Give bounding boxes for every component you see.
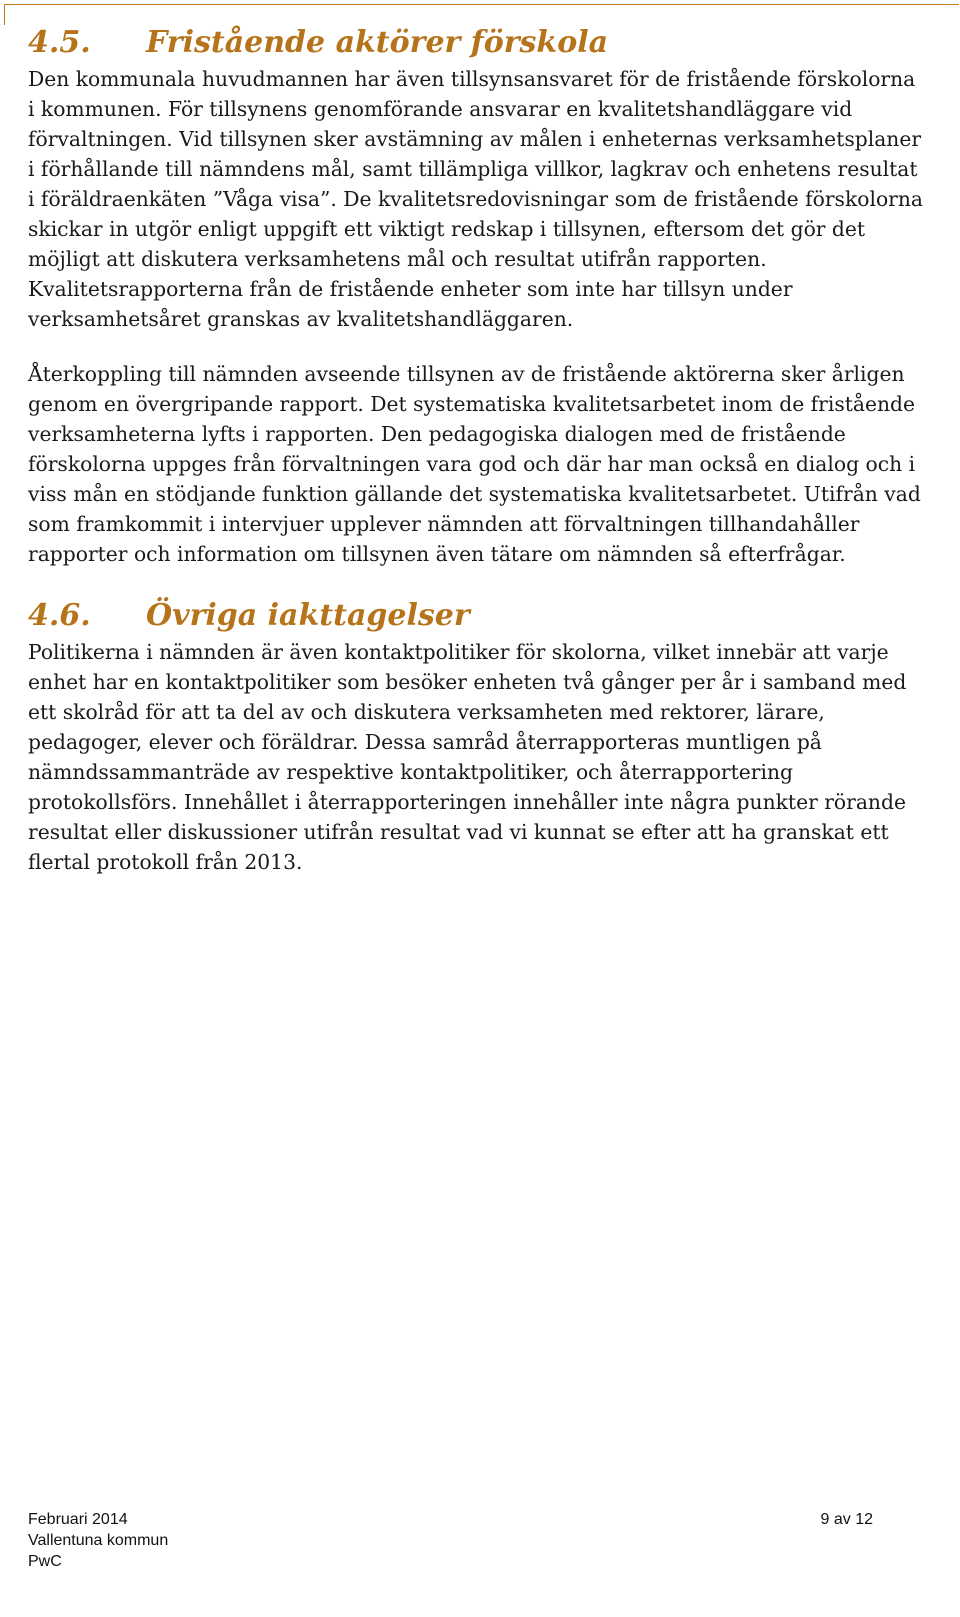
footer-date: Februari 2014 bbox=[28, 1511, 128, 1528]
section-number: 4.5. bbox=[28, 25, 91, 60]
section-heading-4-5 bbox=[28, 22, 928, 64]
footer-company: PwC bbox=[28, 1553, 62, 1570]
paragraph-aterkoppling: Återkoppling till nämnden avseende tillsynen av de fristående aktörerna sker årligen genom en övergripande rapport. Det systematiska kvalitetsarbetet inom de fristående verksamheterna lyfts i rapporten. Den pedagogiska dialogen med de fristående förskolorna uppges från förvaltningen vara god och där har man också en dialog och i viss mån en stödjande funktion gällande det systematiska kvalitetsarbetet. Utifrån vad som framkommit i intervjuer upplever nämnden att förvaltningen tillhandahåller rapporter och information om tillsynen även tätare om nämnden så efterfrågar. bbox=[28, 362, 921, 566]
section-number: 4.6. bbox=[28, 598, 91, 633]
section-title: Fristående aktörer förskola bbox=[146, 25, 609, 60]
page-number: 9 av 12 bbox=[820, 1511, 873, 1528]
page-footer bbox=[28, 1509, 873, 1572]
paragraph-kontaktpolitiker: Politikerna i nämnden är även kontaktpolitiker för skolorna, vilket innebär att varje enhet har en kontaktpolitiker som besöker enheten två gånger per år i samband med ett skolråd för att ta del av och diskutera verksamheten med rektorer, lärare, pedagoger, elever och föräldrar. Dessa samråd återrapporteras muntligen på nämndssammanträde av respektive kontaktpolitiker, och återrapportering protokollsförs. Innehållet i återrapporteringen innehåller inte några punkter rörande resultat eller diskussioner utifrån resultat vad vi kunnat se efter att ha granskat ett flertal protokoll från 2013. bbox=[28, 640, 907, 874]
section-title: Övriga iakttagelser bbox=[146, 598, 470, 633]
document-body bbox=[28, 22, 928, 877]
paragraph-tillsyn: Den kommunala huvudmannen har även tillsynsansvaret för de fristående förskolorna i kommunen. För tillsynens genomförande ansvarar en kvalitetshandläggare vid förvaltningen. Vid tillsynen sker avstämning av målen i enheternas verksamhetsplaner i förhållande till nämndens mål, samt tillämpliga villkor, lagkrav och enhetens resultat i föräldraenkäten ”Våga visa”. De kvalitetsredovisningar som de fristående förskolorna skickar in utgör enligt uppgift ett viktigt redskap i tillsynen, eftersom det gör det möjligt att diskutera verksamhetens mål och resultat utifrån rapporten. Kvalitetsrapporterna från de fristående enheter som inte har tillsyn under verksamhetsåret granskas av kvalitetshandläggaren. bbox=[28, 67, 923, 331]
footer-municipality: Vallentuna kommun bbox=[28, 1532, 169, 1549]
section-heading-4-6 bbox=[28, 595, 928, 637]
